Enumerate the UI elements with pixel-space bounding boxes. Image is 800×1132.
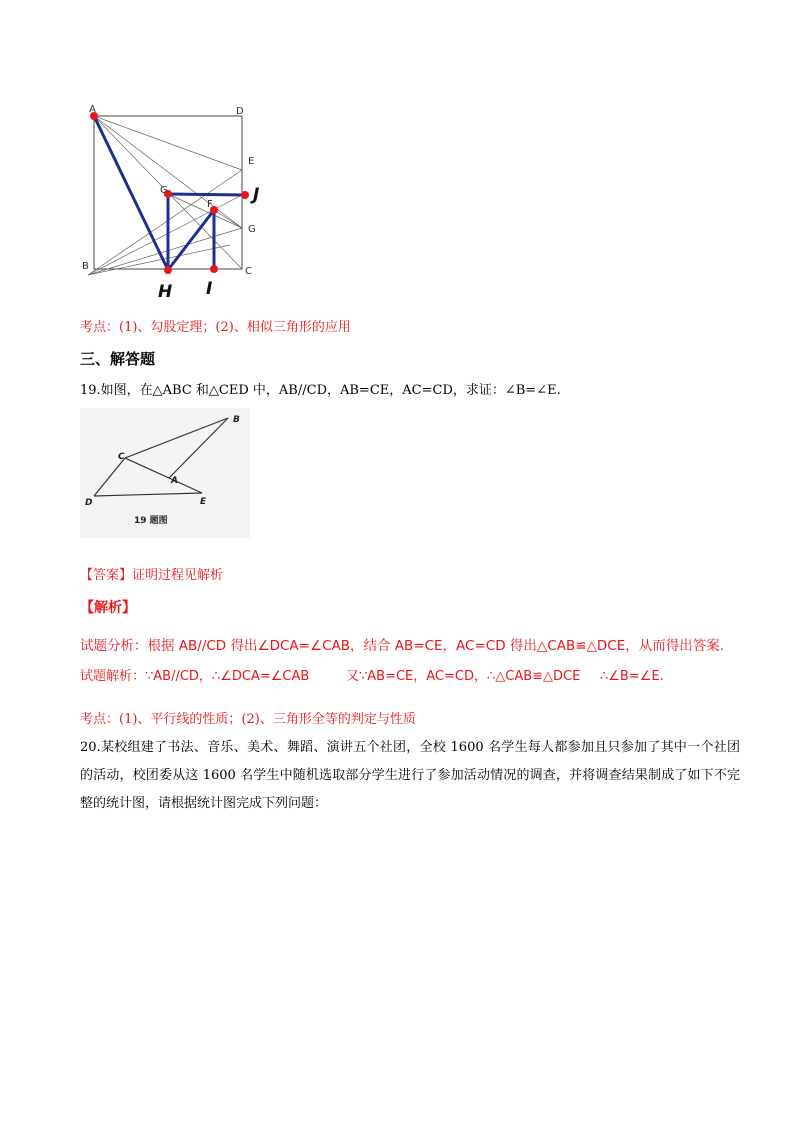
answer-label: 【答案】 <box>80 568 133 583</box>
label-C: C <box>245 266 252 277</box>
label-G-right: G <box>248 224 256 235</box>
answer-text: 证明过程见解析 <box>132 568 224 583</box>
answer-line <box>80 566 223 586</box>
label-E: E <box>248 156 255 167</box>
kaodian-1: 考点：(1)、勾股定理；(2)、相似三角形的应用 <box>80 320 351 335</box>
fig19-label-E: E <box>200 497 207 507</box>
section-title: 三、解答题 <box>80 350 156 368</box>
label-A: A <box>89 104 96 115</box>
kaodian-19: 考点：(1)、平行线的性质；(2)、三角形全等的判定与性质 <box>80 712 416 727</box>
analysis-label: 【解析】 <box>80 600 136 616</box>
label-H: H <box>158 282 173 302</box>
label-I: I <box>206 279 213 299</box>
geometry-figure-square <box>80 100 280 305</box>
geometry-figure-19 <box>80 408 250 538</box>
label-F: F <box>207 199 213 210</box>
fig19-label-B: B <box>233 415 240 425</box>
analysis-line-2c: ∴∠B=∠E. <box>600 669 664 684</box>
label-G-upper: G <box>160 185 168 196</box>
fig19-label-C: C <box>118 452 125 462</box>
analysis-line-2a: 试题解析：∵AB//CD，∴∠DCA=∠CAB <box>80 669 310 684</box>
label-J: J <box>253 185 260 205</box>
analysis-line-1: 试题分析：根据 AB//CD 得出∠DCA=∠CAB，结合 AB=CE，AC=CD 得出△CAB≌△DCE，从而得出答案. <box>80 638 725 654</box>
fig19-label-A: A <box>171 476 178 486</box>
question-20-text: 20.某校组建了书法、音乐、美术、舞蹈、演讲五个社团，全校 1600 名学生每人都参加且只参加了其中一个社团的活动，校团委从这 1600 名学生中随机选取部分学生进行了参加活动情况的调查，并将调查结果制成了如下不完整的统计图，请根据统计图完成下列问题： <box>80 740 740 811</box>
analysis-line-2b: 又∵AB=CE，AC=CD，∴△CAB≌△DCE <box>346 669 581 684</box>
label-D: D <box>236 106 244 117</box>
label-B: B <box>82 261 89 272</box>
fig19-caption: 19 题图 <box>134 516 168 526</box>
question-19-text: 19.如图，在△ABC 和△CED 中，AB//CD，AB=CE，AC=CD，求证：∠B=∠E. <box>80 383 561 398</box>
fig19-label-D: D <box>85 498 93 508</box>
